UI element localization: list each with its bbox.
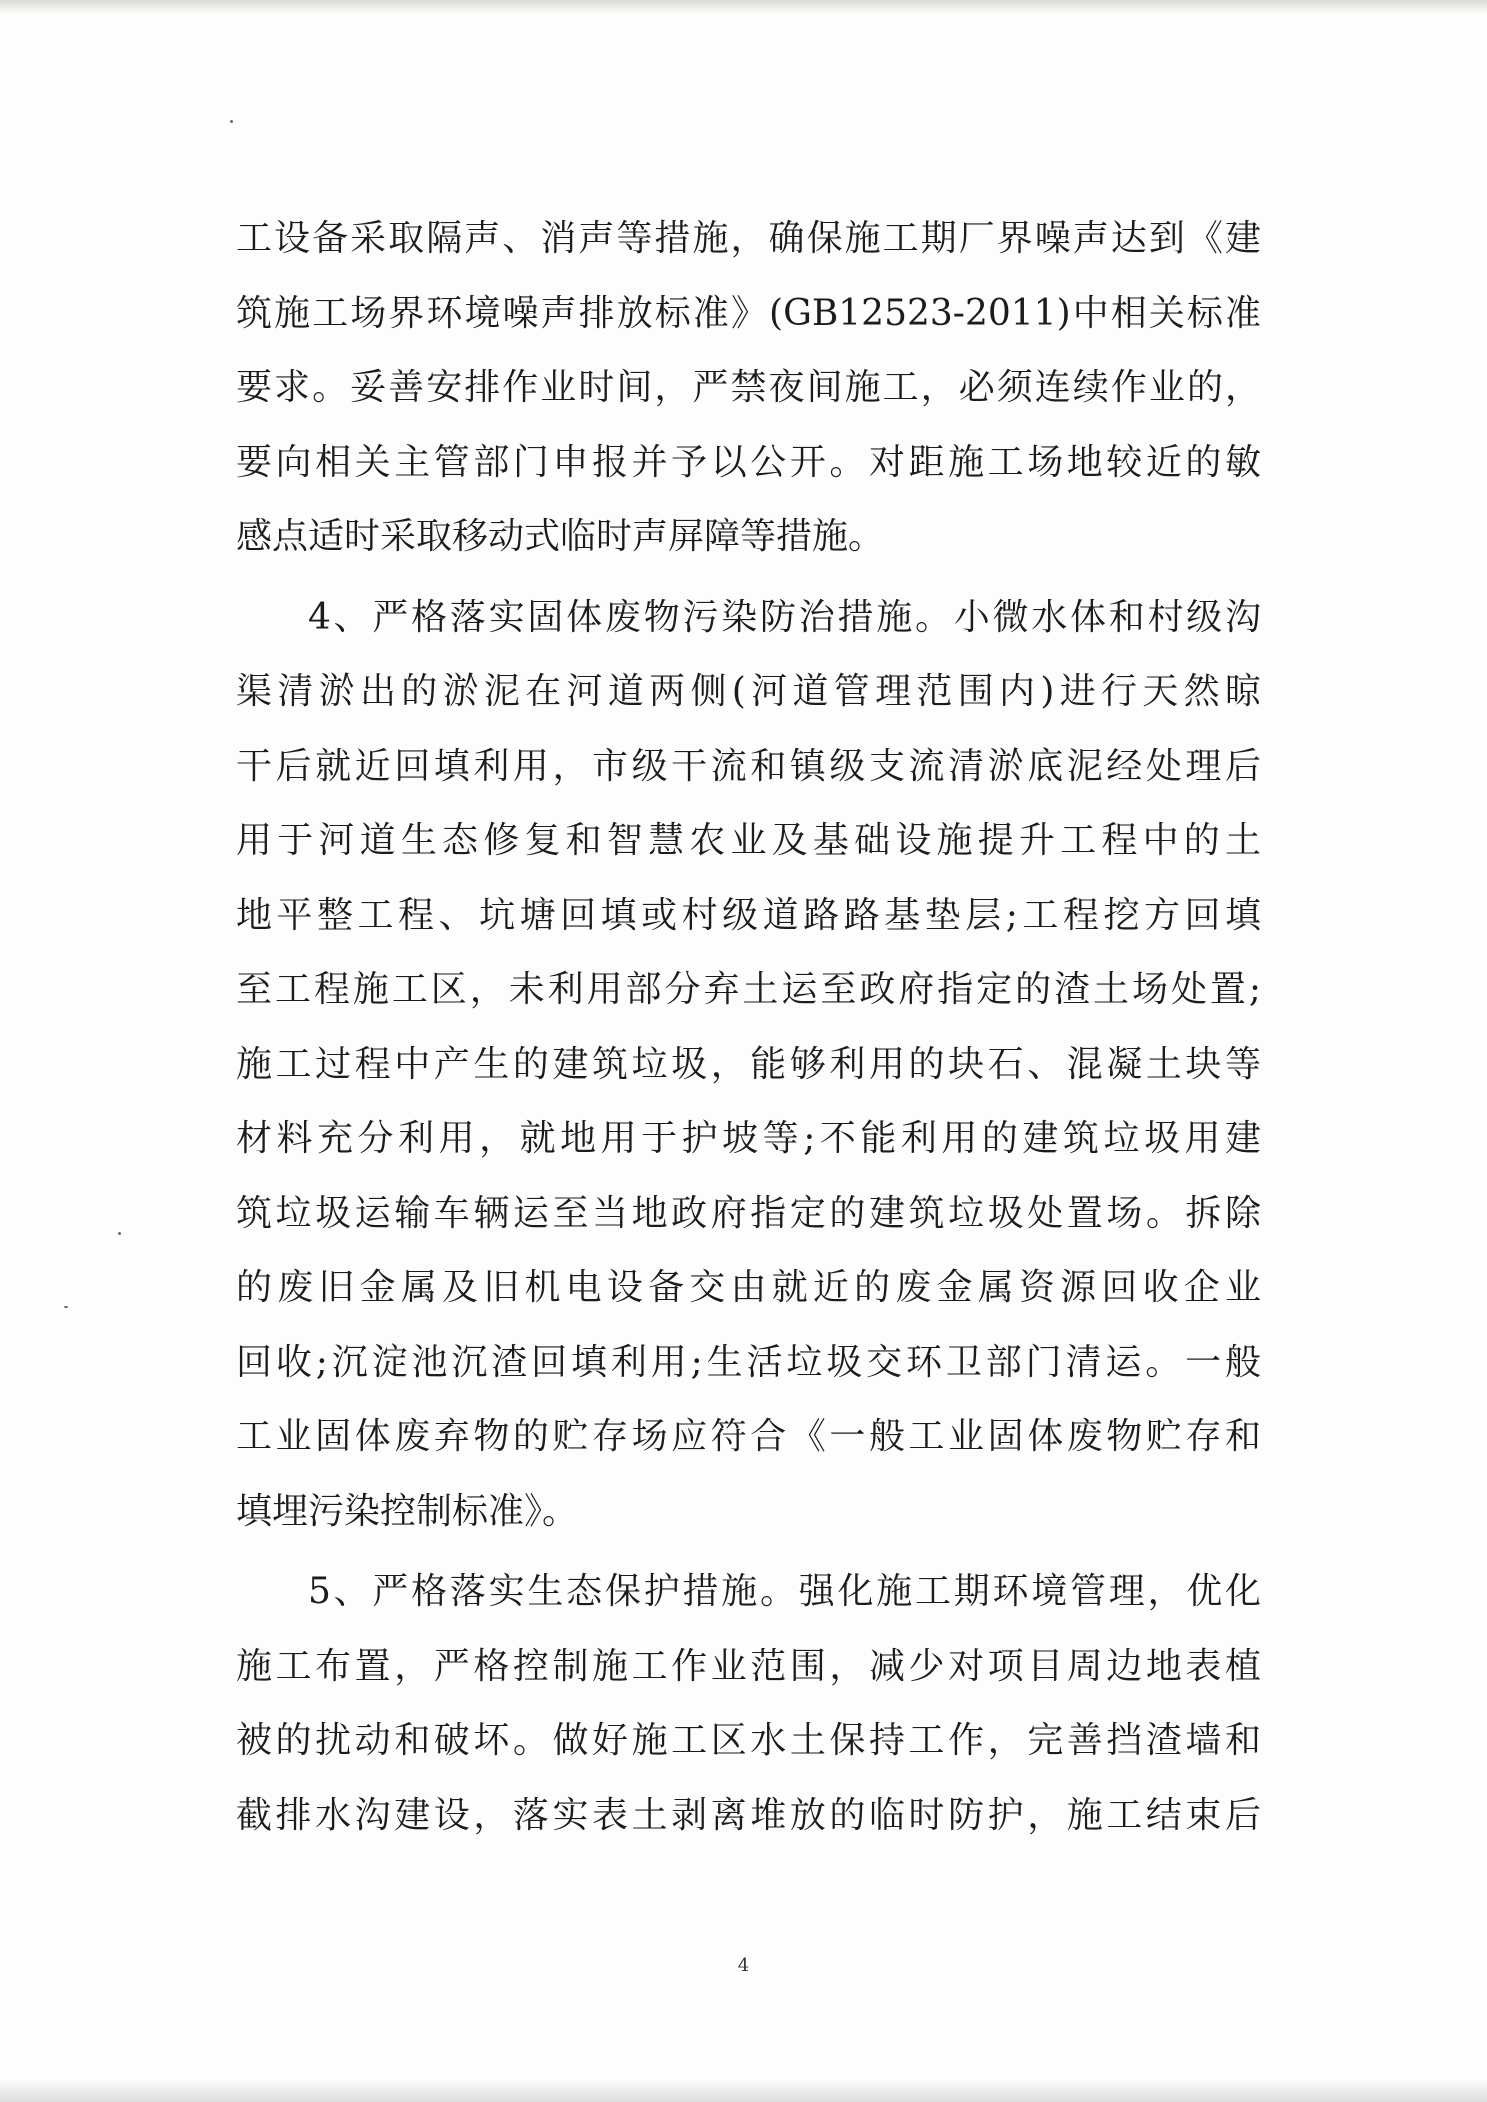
text-line: 感点适时采取移动式临时声屏障等措施。 <box>236 516 885 557</box>
text-line: 要向相关主管部门申报并予以公开。对距施工场地较近的敏 <box>236 441 1261 483</box>
scan-edge-top <box>0 0 1487 14</box>
scan-edge-bottom <box>0 2080 1487 2102</box>
paragraph-ecological-protection <box>236 1555 1261 1853</box>
text-line: 渠清淤出的淤泥在河道两侧(河道管理范围内)进行天然晾 <box>236 671 1261 712</box>
text-line: 用于河道生态修复和智慧农业及基础设施提升工程中的土 <box>236 820 1261 861</box>
text-line: 干后就近回填利用，市级干流和镇级支流清淤底泥经处理后 <box>236 745 1261 787</box>
text-line: 要求。妥善安排作业时间，严禁夜间施工，必须连续作业的， <box>236 367 1261 408</box>
paragraph-noise-measures <box>236 202 1261 575</box>
paragraph-solid-waste <box>236 581 1261 1550</box>
text-line: 筑施工场界环境噪声排放标准》(GB12523-2011)中相关标准 <box>236 292 1261 334</box>
scan-speck <box>230 120 233 123</box>
text-line: 材料充分利用，就地用于护坡等;不能利用的建筑垃圾用建 <box>236 1118 1261 1159</box>
text-line: 至工程施工区，未利用部分弃土运至政府指定的渣土场处置; <box>236 969 1261 1010</box>
text-line: 被的扰动和破坏。做好施工区水土保持工作，完善挡渣墙和 <box>236 1720 1261 1761</box>
text-line: 施工过程中产生的建筑垃圾，能够利用的块石、混凝土块等 <box>236 1043 1261 1085</box>
text-line: 的废旧金属及旧机电设备交由就近的废金属资源回收企业 <box>236 1267 1261 1308</box>
text-line: 工业固体废弃物的贮存场应符合《一般工业固体废物贮存和 <box>236 1416 1261 1457</box>
text-line: 截排水沟建设，落实表土剥离堆放的临时防护，施工结束后 <box>236 1794 1261 1836</box>
scan-speck <box>118 1232 121 1235</box>
text-line: 填埋污染控制标准》。 <box>236 1490 579 1532</box>
text-line: 工设备采取隔声、消声等措施，确保施工期厂界噪声达到《建 <box>236 218 1261 259</box>
text-line: 施工布置，严格控制施工作业范围，减少对项目周边地表植 <box>236 1645 1261 1687</box>
text-line: 回收;沉淀池沉渣回填利用;生活垃圾交环卫部门清运。一般 <box>236 1341 1261 1383</box>
document-body <box>236 202 1261 1853</box>
text-line-first: 5、严格落实生态保护措施。强化施工期环境管理，优化 <box>308 1571 1261 1612</box>
scan-speck <box>64 1306 68 1308</box>
text-line: 地平整工程、坑塘回填或村级道路路基垫层;工程挖方回填 <box>236 894 1261 936</box>
text-line: 筑垃圾运输车辆运至当地政府指定的建筑垃圾处置场。拆除 <box>236 1192 1261 1234</box>
page-number: 4 <box>737 1955 750 1976</box>
text-line-first: 4、严格落实固体废物污染防治措施。小微水体和村级沟 <box>308 596 1261 638</box>
